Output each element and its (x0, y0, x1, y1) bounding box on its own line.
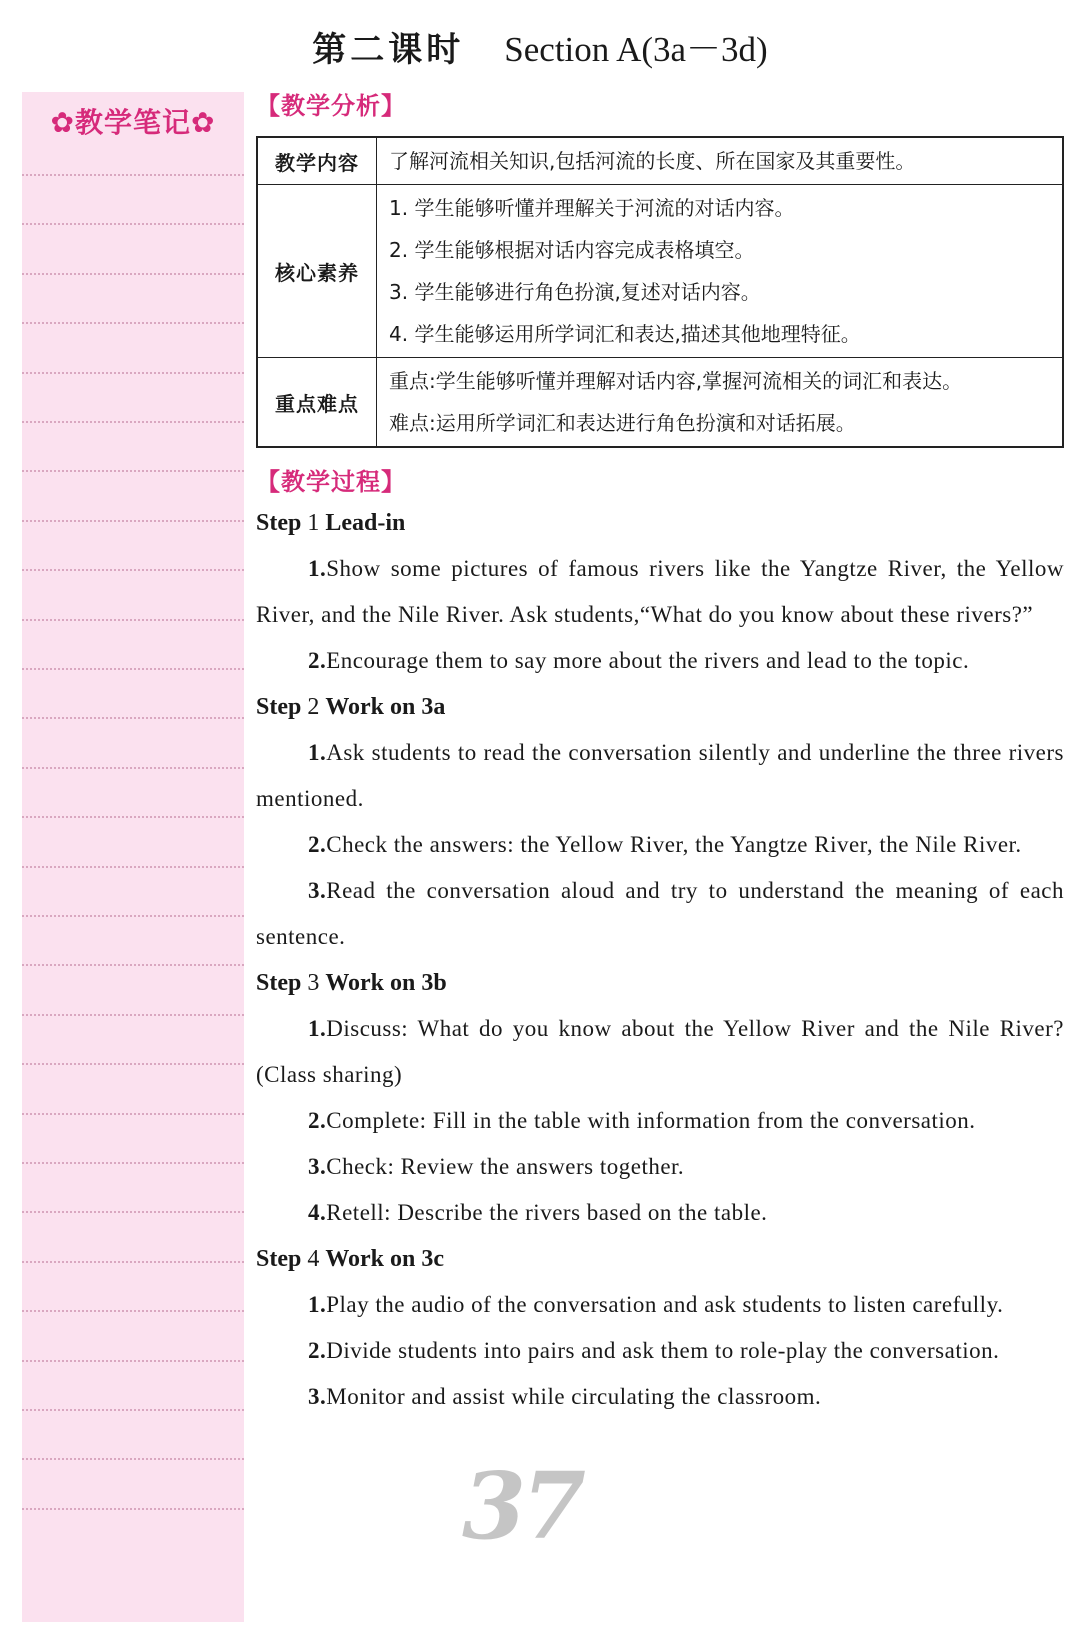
note-line (22, 1310, 244, 1312)
item-number: 2. (308, 648, 327, 673)
process-heading: 【教学过程】 (256, 468, 406, 496)
step-item (256, 1098, 1064, 1144)
step-heading (256, 684, 1064, 730)
step-item (256, 638, 1064, 684)
row-label: 重点难点 (257, 358, 377, 448)
table-row (257, 137, 1063, 185)
note-line (22, 273, 244, 275)
step-title: Work on 3c (325, 1246, 445, 1272)
note-line (22, 619, 244, 621)
item-text: Complete: Fill in the table with information from the conversation. (326, 1108, 976, 1133)
step-item (256, 1374, 1064, 1420)
analysis-heading: 【教学分析】 (256, 92, 406, 120)
step-word: Step (256, 970, 302, 996)
item-text: Show some pictures of famous rivers like the Yangtze River, the Yellow River, and the Nile River. Ask students,“What do you know about these rivers?” (256, 556, 1064, 627)
item-text: Check the answers: the Yellow River, the Yangtze River, the Nile River. (326, 832, 1022, 857)
item-number: 4. (308, 1200, 327, 1225)
note-line (22, 1409, 244, 1411)
item-text: Read the conversation aloud and try to understand the meaning of each sentence. (256, 878, 1064, 949)
cell-line: 4. 学生能够运用所学词汇和表达,描述其他地理特征。 (389, 322, 861, 346)
step-number: 3 (307, 970, 320, 996)
step-number: 2 (307, 694, 320, 720)
cell-line: 3. 学生能够进行角色扮演,复述对话内容。 (389, 280, 761, 304)
cell-line: 重点:学生能够听懂并理解对话内容,掌握河流相关的词汇和表达。 (389, 369, 963, 393)
item-number: 1. (308, 740, 327, 765)
note-line (22, 866, 244, 868)
step-number: 4 (307, 1246, 320, 1272)
item-text: Retell: Describe the rivers based on the table. (326, 1200, 768, 1225)
step-item (256, 868, 1064, 960)
note-line (22, 1014, 244, 1016)
cell-line: 2. 学生能够根据对话内容完成表格填空。 (389, 238, 755, 262)
item-number: 3. (308, 1154, 327, 1179)
notes-title: ✿教学笔记✿ (50, 106, 216, 139)
row-content (377, 358, 1064, 448)
step-word: Step (256, 1246, 302, 1272)
step-word: Step (256, 694, 302, 720)
item-text: Check: Review the answers together. (326, 1154, 685, 1179)
table-row (257, 358, 1063, 448)
note-line (22, 421, 244, 423)
item-number: 3. (308, 1384, 327, 1409)
step-item (256, 1282, 1064, 1328)
step-title: Lead-in (325, 510, 406, 536)
step-title: Work on 3b (325, 970, 447, 996)
item-number: 2. (308, 1338, 327, 1363)
item-number: 1. (308, 1016, 327, 1041)
note-line (22, 717, 244, 719)
analysis-table (256, 136, 1064, 448)
note-line (22, 520, 244, 522)
note-line (22, 1508, 244, 1510)
note-line (22, 1063, 244, 1065)
section-title: Section A(3a－3d) (504, 30, 768, 69)
main-content (256, 88, 1064, 1420)
step-heading (256, 960, 1064, 1006)
step-heading (256, 1236, 1064, 1282)
note-line (22, 470, 244, 472)
item-text: Monitor and assist while circulating the classroom. (326, 1384, 822, 1409)
note-line (22, 322, 244, 324)
note-line (22, 816, 244, 818)
item-number: 2. (308, 1108, 327, 1133)
step-item (256, 1144, 1064, 1190)
item-text: Divide students into pairs and ask them to role-play the conversation. (326, 1338, 1000, 1363)
item-number: 1. (308, 556, 327, 581)
page-number: 37 (462, 1452, 583, 1560)
note-line (22, 569, 244, 571)
cell-line: 1. 学生能够听懂并理解关于河流的对话内容。 (389, 196, 795, 220)
item-number: 3. (308, 878, 327, 903)
step-item (256, 1328, 1064, 1374)
note-line (22, 1162, 244, 1164)
step-item (256, 822, 1064, 868)
note-line (22, 372, 244, 374)
item-number: 2. (308, 832, 327, 857)
cell-line: 难点:运用所学词汇和表达进行角色扮演和对话拓展。 (389, 411, 856, 435)
row-content (377, 185, 1064, 358)
lesson-number: 第二课时 (312, 30, 465, 70)
row-label: 教学内容 (257, 137, 377, 185)
step-item (256, 546, 1064, 638)
note-line (22, 1261, 244, 1263)
item-text: Discuss: What do you know about the Yellow River and the Nile River? (Class sharing) (256, 1016, 1064, 1087)
item-text: Encourage them to say more about the rivers and lead to the topic. (326, 648, 970, 673)
note-line (22, 223, 244, 225)
row-label: 核心素养 (257, 185, 377, 358)
step-item (256, 1006, 1064, 1098)
note-line (22, 668, 244, 670)
step-word: Step (256, 510, 302, 536)
note-line (22, 1458, 244, 1460)
process-steps (256, 500, 1064, 1420)
note-line (22, 1360, 244, 1362)
step-title: Work on 3a (325, 694, 446, 720)
note-line (22, 1211, 244, 1213)
item-text: Play the audio of the conversation and ask students to listen carefully. (326, 1292, 1004, 1317)
note-line (22, 1113, 244, 1115)
step-heading (256, 500, 1064, 546)
item-text: Ask students to read the conversation silently and underline the three rivers mentioned. (256, 740, 1064, 811)
step-item (256, 1190, 1064, 1236)
step-number: 1 (307, 510, 320, 536)
page-header (0, 22, 1080, 72)
note-line (22, 915, 244, 917)
step-item (256, 730, 1064, 822)
notes-column (22, 92, 244, 1622)
note-line (22, 767, 244, 769)
table-row (257, 185, 1063, 358)
item-number: 1. (308, 1292, 327, 1317)
note-line (22, 174, 244, 176)
row-content (377, 137, 1064, 185)
note-line (22, 964, 244, 966)
cell-line: 了解河流相关知识,包括河流的长度、所在国家及其重要性。 (389, 149, 916, 173)
